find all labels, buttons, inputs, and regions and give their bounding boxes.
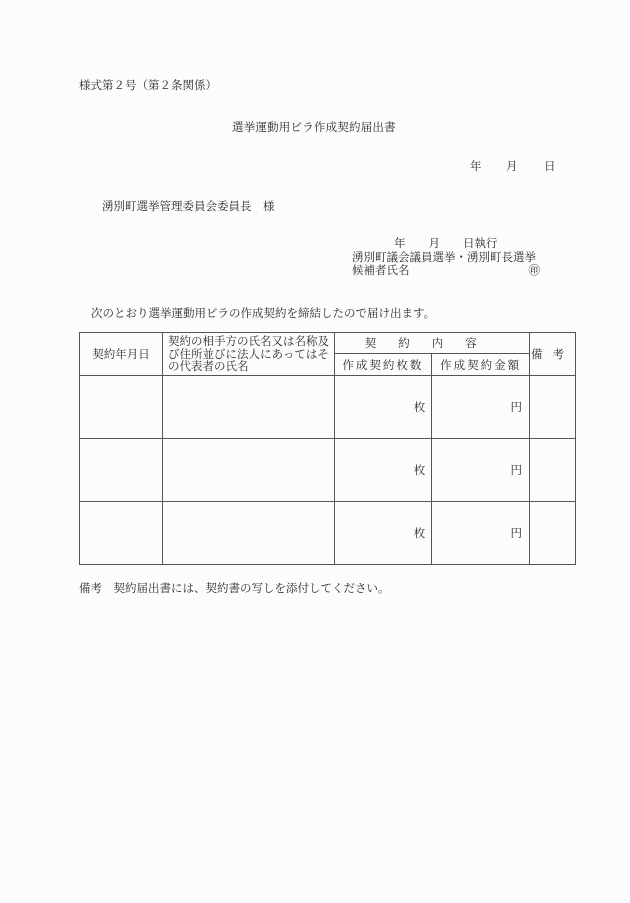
header-amount: 作成契約金額 <box>432 354 530 376</box>
remarks-note: 備考 契約届出書には、契約書の写しを添付してください。 <box>79 581 390 595</box>
submission-date <box>470 158 556 174</box>
remarks-cell[interactable] <box>529 376 575 439</box>
header-quantity: 作成契約枚数 <box>334 354 432 376</box>
candidate-name-label: 候補者氏名 <box>352 263 410 277</box>
remarks-cell[interactable] <box>529 502 575 565</box>
counterparty-cell[interactable] <box>163 502 335 565</box>
counterparty-cell[interactable] <box>163 376 335 439</box>
intro-text: 次のとおり選挙運動用ビラの作成契約を締結したので届け出ます。 <box>91 306 436 320</box>
month-label: 月 <box>506 159 518 173</box>
candidate-name-row <box>352 264 540 278</box>
counterparty-cell[interactable] <box>163 439 335 502</box>
contract-date-cell[interactable] <box>80 376 163 439</box>
election-info-block <box>352 237 540 278</box>
addressee: 湧別町選挙管理委員会委員長 様 <box>102 199 275 213</box>
contract-date-cell[interactable] <box>80 502 163 565</box>
quantity-cell[interactable]: 枚 <box>334 376 432 439</box>
table-row <box>80 439 576 502</box>
header-contract-date: 契約年月日 <box>80 333 163 376</box>
document-title: 選挙運動用ビラ作成契約届出書 <box>232 120 396 134</box>
election-date-row: 年 月 日執行 <box>394 236 498 250</box>
amount-cell[interactable]: 円 <box>432 439 530 502</box>
table-row <box>80 376 576 439</box>
quantity-cell[interactable]: 枚 <box>334 502 432 565</box>
header-remarks: 備考 <box>529 333 575 376</box>
seal-icon: ㊞ <box>528 263 540 277</box>
header-contract-content: 契約内容 <box>334 333 529 354</box>
header-counterparty: 契約の相手方の氏名又は名称及び住所並びに法人にあってはその代表者の氏名 <box>163 333 335 376</box>
contract-date-cell[interactable] <box>80 439 163 502</box>
amount-cell[interactable]: 円 <box>432 502 530 565</box>
form-number: 様式第２号（第２条関係） <box>79 78 217 92</box>
day-label: 日 <box>544 159 556 173</box>
table-row <box>80 502 576 565</box>
remarks-cell[interactable] <box>529 439 575 502</box>
election-name: 湧別町議会議員選挙・湧別町長選挙 <box>352 249 536 264</box>
contract-table <box>79 332 576 565</box>
quantity-cell[interactable]: 枚 <box>334 439 432 502</box>
year-label: 年 <box>470 159 482 173</box>
amount-cell[interactable]: 円 <box>432 376 530 439</box>
